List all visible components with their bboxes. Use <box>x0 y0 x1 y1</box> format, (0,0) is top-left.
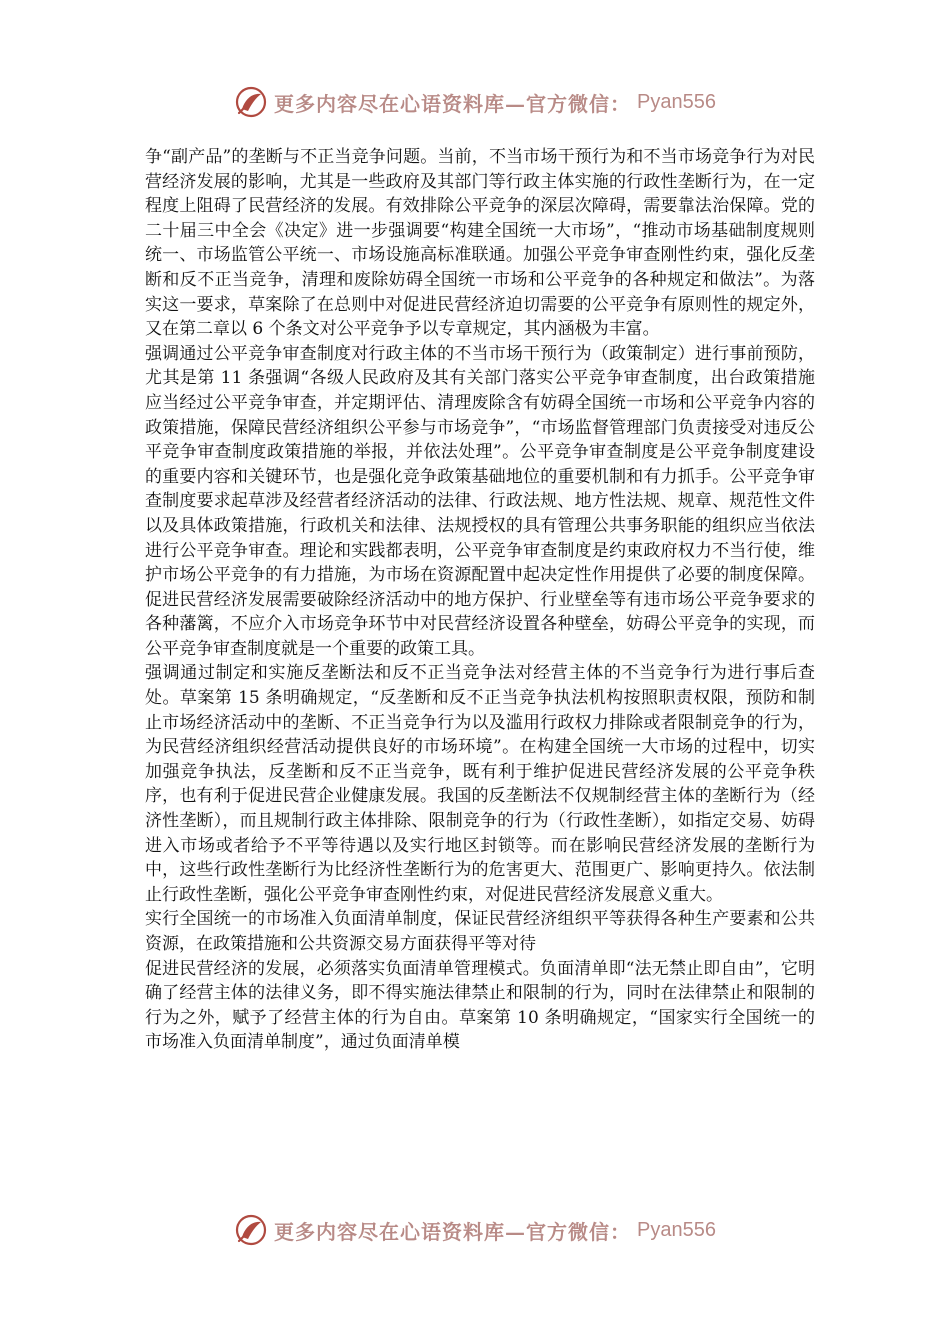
paragraph: 争“副产品”的垄断与不正当竞争问题。当前，不当市场干预行为和不当市场竞争行为对民营经济发展的影响，尤其是一些政府及其部门等行政主体实施的行政性垄断行为，在一定程度上阻碍了民营经济的发展。有效排除公平竞争的深层次障碍，需要靠法治保障。党的二十届三中全会《决定》进一步强调要“构建全国统一大市场”，“推动市场基础制度规则统一、市场监管公平统一、市场设施高标准联通。加强公平竞争审查刚性约束，强化反垄断和反不正当竞争，清理和废除妨碍全国统一市场和公平竞争的各种规定和做法”。为落实这一要求，草案除了在总则中对促进民营经济迫切需要的公平竞争有原则性的规定外，又在第二章以 6 个条文对公平竞争予以专章规定，其内涵极为丰富。 <box>145 147 815 340</box>
document-body <box>145 145 815 1055</box>
paragraph: 促进民营经济的发展，必须落实负面清单管理模式。负面清单即“法无禁止即自由”，它明确了经营主体的法律义务，即不得实施法律禁止和限制的行为，同时在法律禁止和限制的行为之外，赋予了经营主体的行为自由。草案第 10 条明确规定，“国家实行全国统一的市场准入负面清单制度”，通过负面清单模 <box>145 958 815 1053</box>
paragraph: 实行全国统一的市场准入负面清单制度，保证民营经济组织平等获得各种生产要素和公共资源，在政策措施和公共资源交易方面获得平等对待 <box>145 909 815 954</box>
paragraph: 强调通过公平竞争审查制度对行政主体的不当市场干预行为（政策制定）进行事前预防，尤其是第 11 条强调“各级人民政府及其有关部门落实公平竞争审查制度，出台政策措施应当经过公平竞争审查，并定期评估、清理废除含有妨碍全国统一市场和公平竞争内容的政策措施，保障民营经济组织公平参与市场竞争”，“市场监督管理部门负责接受对违反公平竞争审查制度政策措施的举报，并依法处理”。公平竞争审查制度是公平竞争制度建设的重要内容和关键环节，也是强化竞争政策基础地位的重要机制和有力抓手。公平竞争审查制度要求起草涉及经营者经济活动的法律、行政法规、地方性法规、规章、规范性文件以及具体政策措施，行政机关和法律、法规授权的具有管理公共事务职能的组织应当依法进行公平竞争审查。理论和实践都表明，公平竞争审查制度是约束政府权力不当行使，维护市场公平竞争的有力措施，为市场在资源配置中起决定性作用提供了必要的制度保障。促进民营经济发展需要破除经济活动中的地方保护、行业壁垒等有违市场公平竞争要求的各种藩篱，不应介入市场竞争环节中对民营经济设置各种壁垒，妨碍公平竞争的实现，而公平竞争审查制度就是一个重要的政策工具。 <box>145 343 815 659</box>
footer-banner-text: 更多内容尽在心语资料库—官方微信： <box>274 1219 632 1244</box>
header-banner-text: 更多内容尽在心语资料库—官方微信： <box>274 91 632 116</box>
footer-watermark-banner <box>0 1208 950 1252</box>
header-watermark-banner <box>0 80 950 124</box>
brand-logo-icon <box>234 1213 268 1247</box>
paragraph: 强调通过制定和实施反垄断法和反不正当竞争法对经营主体的不当竞争行为进行事后查处。草案第 15 条明确规定，“反垄断和反不正当竞争执法机构按照职责权限，预防和制止市场经济活动中的垄断、不正当竞争行为以及滥用行政权力排除或者限制竞争的行为，为民营经济组织经营活动提供良好的市场环境”。在构建全国统一大市场的过程中，切实加强竞争执法，反垄断和反不正当竞争，既有利于维护促进民营经济发展的公平竞争秩序，也有利于促进民营企业健康发展。我国的反垄断法不仅规制经营主体的垄断行为（经济性垄断），而且规制行政主体排除、限制竞争的行为（行政性垄断），如指定交易、妨碍进入市场或者给予不平等待遇以及实行地区封锁等。而在影响民营经济发展的垄断行为中，这些行政性垄断行为比经济性垄断行为的危害更大、范围更广、影响更持久。依法制止行政性垄断，强化公平竞争审查刚性约束，对促进民营经济发展意义重大。 <box>145 663 815 905</box>
footer-banner-wechat-id: Pyan556 <box>637 1218 716 1241</box>
header-banner-wechat-id: Pyan556 <box>637 90 716 113</box>
brand-logo-icon <box>234 85 268 119</box>
